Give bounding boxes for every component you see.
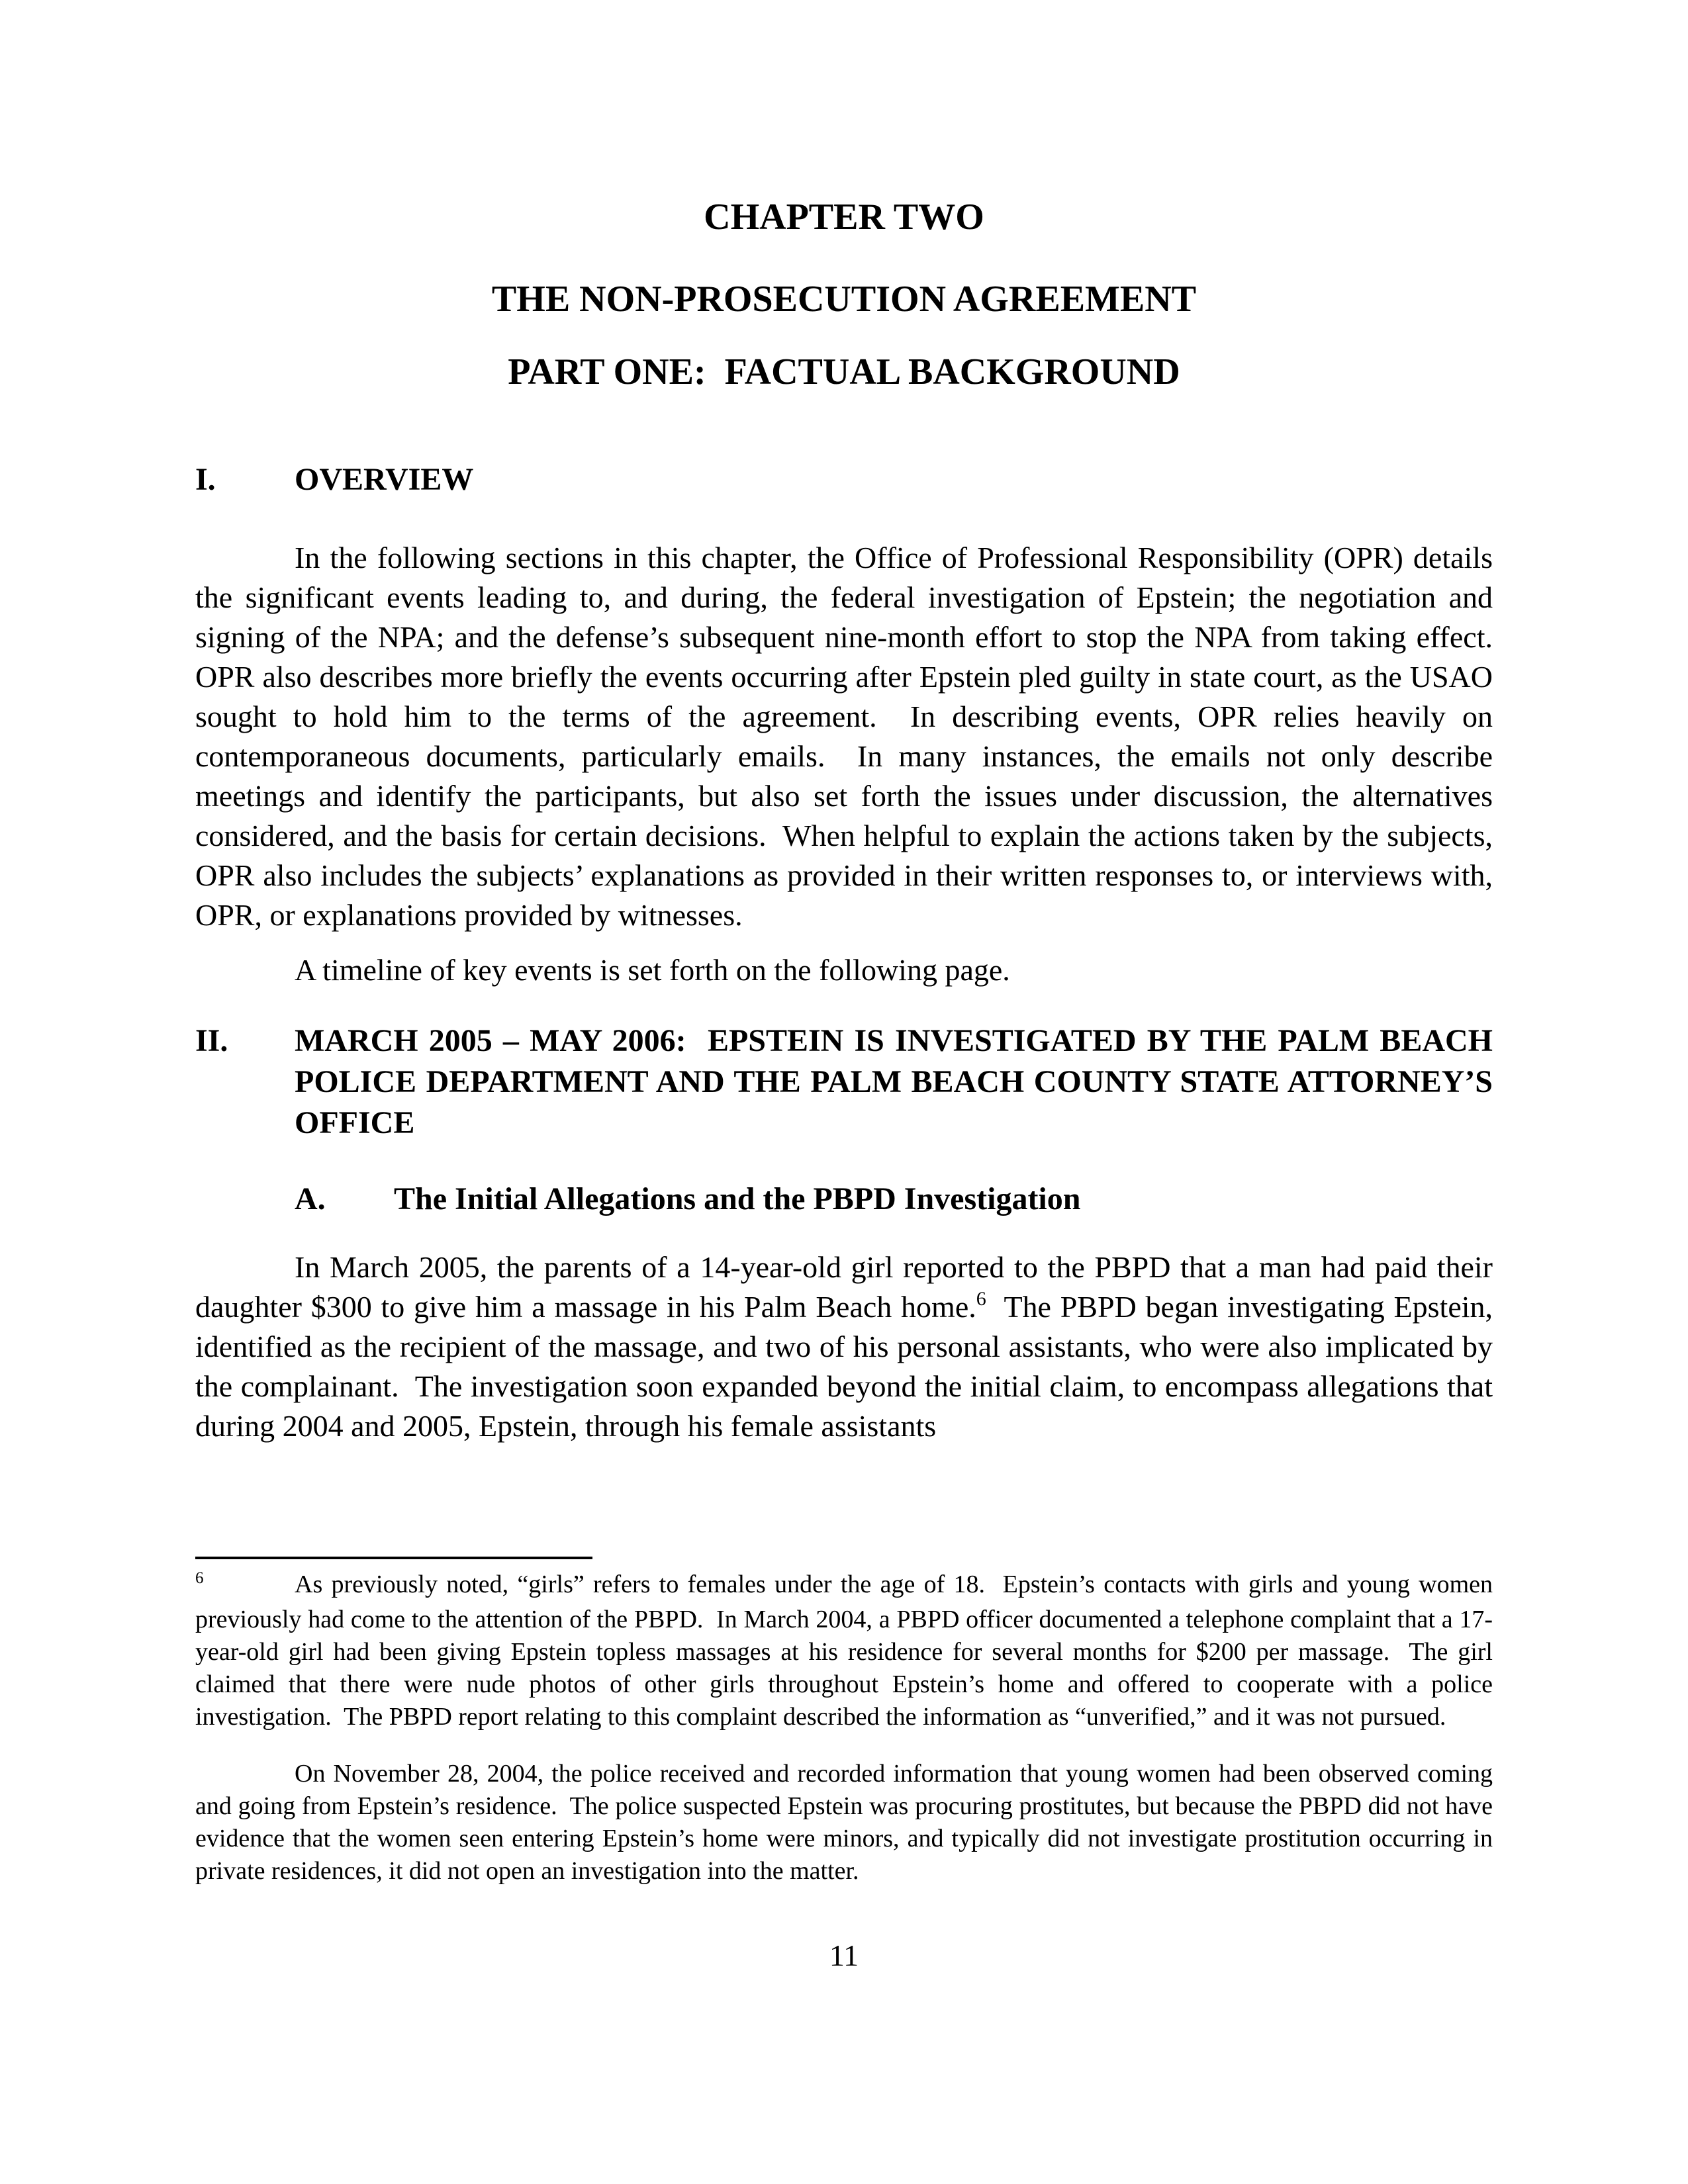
- footnote-6-marker: 6: [195, 1569, 204, 1587]
- footnote-separator: [195, 1557, 592, 1559]
- part-subtitle: PART ONE: FACTUAL BACKGROUND: [508, 351, 1180, 392]
- page-content: [195, 0, 1508, 1976]
- allegations-text-after-ref: The PBPD began investigating Epstein, identified as the recipient of the massage, and two of his personal assistants, who were also implicated by the complainant. The investigation soon expanded beyond the initial claim, to encompass allegations that during 2004 and 2005, Epstein, through his female assistants: [195, 1290, 1501, 1443]
- page-number: 11: [829, 1938, 859, 1972]
- timeline-note: A timeline of key events is set forth on the following page.: [295, 953, 1010, 987]
- footnote-6-continuation: On November 28, 2004, the police received and recorded information that young women had been observed coming and going from Epstein’s residence. The police suspected Epstein was procuring prostitutes, but because the PBPD did not have evidence that the women seen entering Epstein’s home were minors, and typically did not investigate prostitution occurring in private residences, it did not open an investigation into the matter.: [195, 1760, 1499, 1885]
- subsection-a-letter: A.: [295, 1181, 326, 1216]
- document-title: THE NON-PROSECUTION AGREEMENT: [491, 279, 1197, 320]
- subsection-a-heading: [195, 1181, 1493, 1218]
- footnote-6-text: As previously noted, “girls” refers to females under the age of 18. Epstein’s contacts with girls and young women previously had come to the attention of the PBPD. In March 2004, a PBPD officer documented a telephone complaint that a 17-year-old girl had been giving Epstein topless massages at his residence for several months for $200 per massage. The girl claimed that there were nude photos of other girls throughout Epstein’s home and offered to cooperate with a police investigation. The PBPD report relating to this complaint described the information as “unverified,” and it was not pursued.: [195, 1570, 1499, 1731]
- section-investigation-number: II.: [195, 1023, 228, 1058]
- section-overview-number: I.: [195, 462, 216, 497]
- section-overview-heading: [195, 461, 1493, 498]
- section-overview-title: OVERVIEW: [295, 462, 474, 497]
- section-investigation-heading: [195, 1021, 1501, 1144]
- allegations-text-before-ref: In March 2005, the parents of a 14-year-old girl reported to the PBPD that a man had paid their daughter $300 to give him a massage in his Palm Beach home.: [195, 1250, 1501, 1324]
- section-investigation-title: MARCH 2005 – MAY 2006: EPSTEIN IS INVESTIGATED BY THE PALM BEACH POLICE DEPARTMENT AND THE PALM BEACH COUNTY STATE ATTORNEY’S OFFICE: [295, 1023, 1501, 1140]
- chapter-title: CHAPTER TWO: [704, 197, 984, 238]
- overview-paragraph: In the following sections in this chapter, the Office of Professional Responsibility (OPR) details the significant events leading to, and during, the federal investigation of Epstein; the negotiation and signing of the NPA; and the defense’s subsequent nine-month effort to stop the NPA from taking effect. OPR also describes more briefly the events occurring after Epstein pled guilty in state court, as the USAO sought to hold him to the terms of the agreement. In describing events, OPR relies heavily on contemporaneous documents, particularly emails. In many instances, the emails not only describe meetings and identify the participants, but also set forth the issues under discussion, the alternatives considered, and the basis for certain decisions. When helpful to explain the actions taken by the subjects, OPR also includes the subjects’ explanations as provided in their written responses to, or interviews with, OPR, or explanations provided by witnesses.: [195, 541, 1508, 932]
- allegations-paragraph: [195, 1248, 1501, 1446]
- subsection-a-title: The Initial Allegations and the PBPD Investigation: [394, 1181, 1081, 1216]
- footnote-reference-6: 6: [976, 1288, 986, 1310]
- footnote-6: [195, 1569, 1499, 1733]
